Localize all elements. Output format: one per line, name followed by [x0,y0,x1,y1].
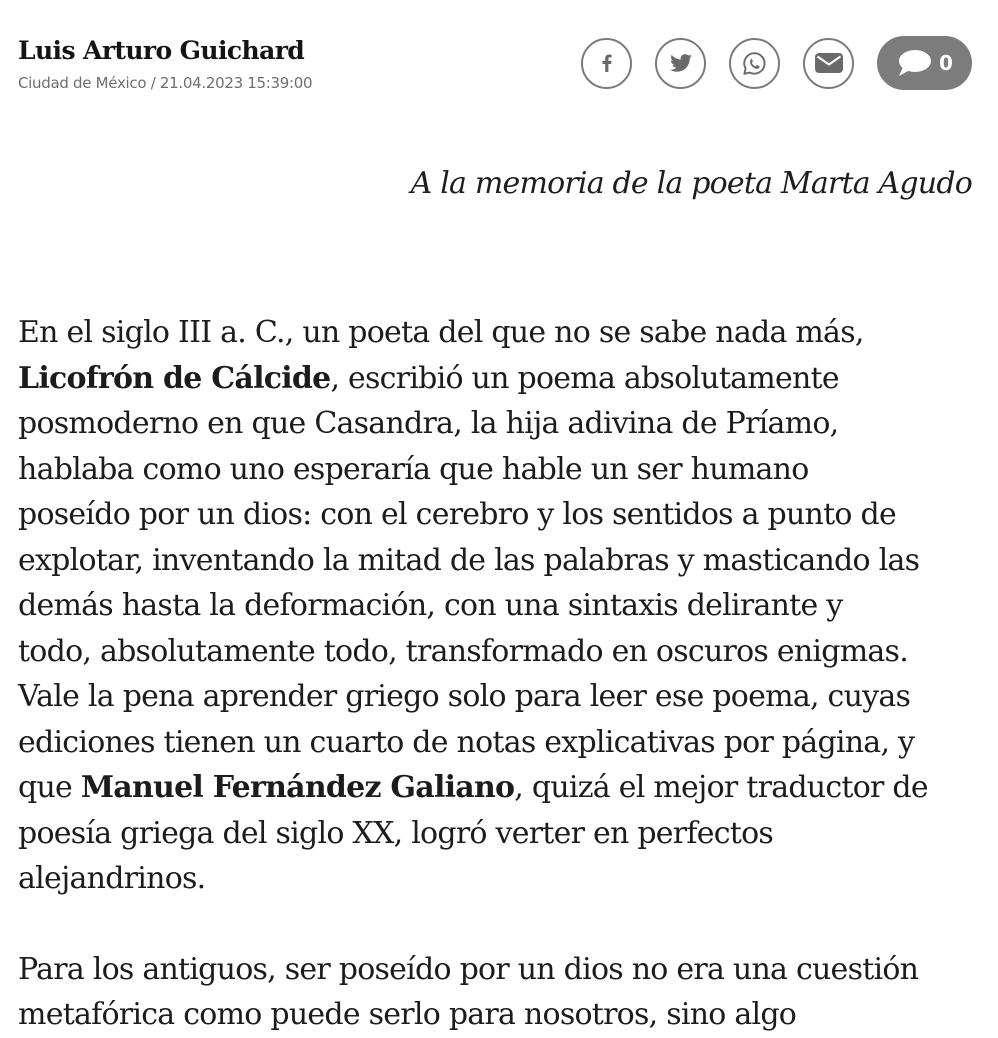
share-bar [581,36,972,90]
share-facebook-button[interactable] [581,38,632,89]
share-whatsapp-button[interactable] [729,38,780,89]
email-icon [815,52,843,74]
text-line: alejandrinos. [18,861,206,896]
text-line: posmoderno en que Casandra, la hija adivina de Príamo, [18,406,839,441]
text-line: poseído por un dios: con el cerebro y los sentidos a punto de [18,497,896,532]
dedication: A la memoria de la poeta Marta Agudo [410,166,972,201]
text-line: todo, absolutamente todo, transformado en oscuros enigmas. [18,633,908,669]
text-line: En el siglo III a. C., un poeta del que no se sabe nada más, [18,315,864,350]
text-line [18,356,986,402]
text-line: poesía griega del siglo XX, logró verter en perfectos [18,815,774,851]
article-body [18,310,986,1038]
facebook-icon [595,51,619,75]
text-line: explotar, inventando la mitad de las palabras y masticando las [18,542,920,578]
text-line: Vale la pena aprender griego solo para leer ese poema, cuyas [18,679,911,714]
share-email-button[interactable] [803,38,854,89]
text-line: metafórica como puede serlo para nosotros, sino algo [18,997,797,1032]
text-line: demás hasta la deformación, con una sintaxis delirante y [18,588,843,623]
comments-button[interactable] [877,36,972,90]
text-fragment: , escribió un poema absolutamente [330,360,839,396]
text-line: ediciones tienen un cuarto de notas explicativas por página, y [18,724,915,760]
byline [18,34,312,92]
comment-count: 0 [939,51,953,75]
text-fragment: que [18,770,81,805]
twitter-icon [668,50,694,76]
paragraph-2 [18,947,986,1038]
whatsapp-icon [741,50,768,77]
text-line: hablaba como uno esperaría que hable un ser humano [18,451,809,487]
dateline: Ciudad de México / 21.04.2023 15:39:00 [18,74,313,92]
share-twitter-button[interactable] [655,38,706,89]
author-name[interactable]: Luis Arturo Guichard [18,36,305,65]
person-name: Licofrón de Cálcide [18,360,331,396]
text-line [18,765,986,811]
text-fragment: , quizá el mejor traductor de [514,770,928,805]
comment-icon [896,48,932,78]
paragraph-1 [18,310,986,902]
text-line: Para los antiguos, ser poseído por un dios no era una cuestión [18,951,919,987]
person-name: Manuel Fernández Galiano [80,770,515,805]
